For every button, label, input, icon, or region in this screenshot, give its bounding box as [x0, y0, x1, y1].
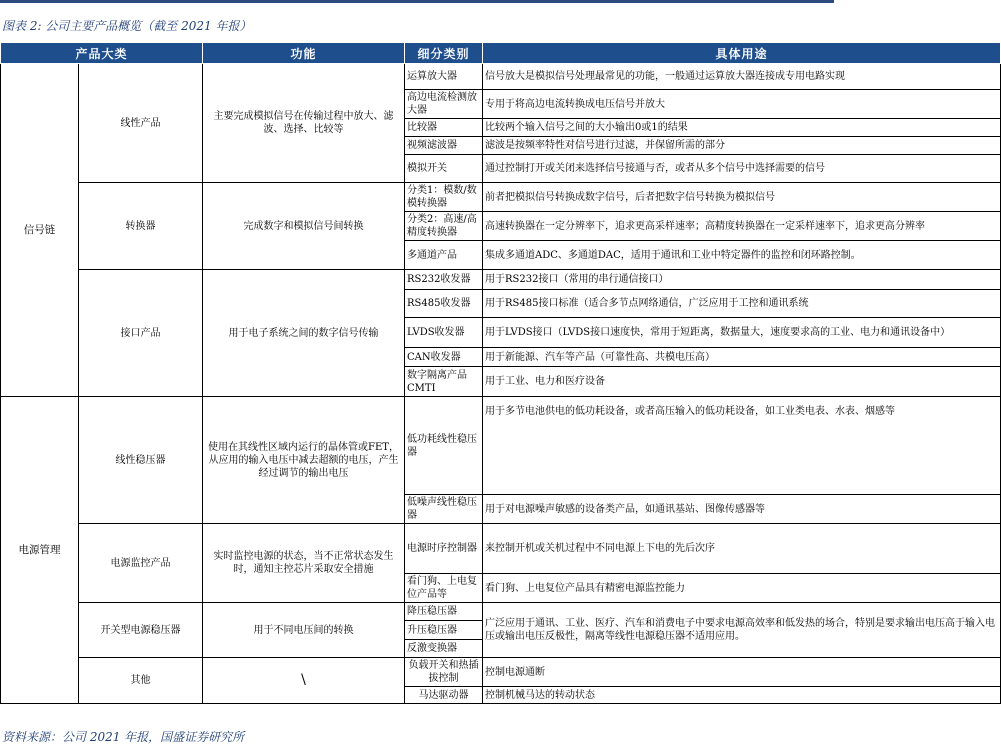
function-switching: 用于不同电压间的转换: [203, 603, 405, 658]
use-analog-switch: 通过控制打开或关闭来选择信号接通与否，或者从多个信号中选择需要的信号: [483, 155, 1001, 183]
figure-caption: 图表 2: 公司主要产品概览（截至 2021 年报）: [2, 19, 252, 33]
sub-op-amp: 运算放大器: [405, 64, 483, 90]
product-switching: 开关型电源稳压器: [79, 603, 203, 658]
table-row: [1, 658, 1001, 687]
sub-buck: 降压稳压器: [405, 603, 483, 621]
product-ldo: 线性稳压器: [79, 397, 203, 524]
table-row: [1, 397, 1001, 495]
function-converter: 完成数字和模拟信号间转换: [203, 183, 405, 270]
sub-load-switch: 负载开关和热插拔控制: [405, 658, 483, 687]
header-usage: 具体用途: [483, 43, 1001, 64]
sub-analog-switch: 模拟开关: [405, 155, 483, 183]
use-rs485: 用于RS485接口标准（适合多节点网络通信，广泛应用于工控和通讯系统: [483, 290, 1001, 318]
product-monitor: 电源监控产品: [79, 524, 203, 603]
sub-low-power-ldo: 低功耗线性稳压器: [405, 397, 483, 495]
use-adc-dac: 前者把模拟信号转换成数字信号，后者把数字信号转换为模拟信号: [483, 183, 1001, 212]
category-power: 电源管理: [1, 397, 79, 704]
use-sequencer: 来控制开机或关机过程中不同电源上下电的先后次序: [483, 524, 1001, 574]
sub-motor-driver: 马达驱动器: [405, 687, 483, 704]
use-watchdog: 看门狗、上电复位产品具有精密电源监控能力: [483, 574, 1001, 603]
use-current-sense: 专用于将高边电流转换成电压信号并放大: [483, 90, 1001, 119]
table-row: [1, 64, 1001, 90]
use-lvds: 用于LVDS接口（LVDS接口速度快，常用于短距离，数据量大，速度要求高的工业、电力和通讯设备中）: [483, 318, 1001, 348]
table-row: [1, 524, 1001, 574]
sub-low-noise-ldo: 低噪声线性稳压器: [405, 495, 483, 524]
sub-boost: 升压稳压器: [405, 621, 483, 640]
table-row: [1, 603, 1001, 621]
table-header-row: [1, 43, 1001, 64]
sub-rs232: RS232收发器: [405, 270, 483, 290]
sub-flyback: 反激变换器: [405, 640, 483, 658]
use-video-filter: 滤波是按频率特性对信号进行过滤，并保留所需的部分: [483, 137, 1001, 155]
use-switching: 广泛应用于通讯、工业、医疗、汽车和消费电子中要求电源高效率和低发热的场合，特别是要求输出电压高于输入电压或输出电压反极性，隔离等线性电源稳压器不适用应用。: [483, 603, 1001, 658]
use-motor-driver: 控制机械马达的转动状态: [483, 687, 1001, 704]
product-other: 其他: [79, 658, 203, 704]
sub-current-sense: 高边电流检测放大器: [405, 90, 483, 119]
header-function: 功能: [203, 43, 405, 64]
use-low-noise-ldo: 用于对电源噪声敏感的设备类产品，如通讯基站、图像传感器等: [483, 495, 1001, 524]
function-other: \: [203, 658, 405, 704]
function-monitor: 实时监控电源的状态，当不正常状态发生时，通知主控芯片采取安全措施: [203, 524, 405, 603]
use-load-switch: 控制电源通断: [483, 658, 1001, 687]
sub-highspeed: 分类2：高速/高精度转换器: [405, 212, 483, 241]
use-rs232: 用于RS232接口（常用的串行通信接口）: [483, 270, 1001, 290]
sub-isolator: 数字隔离产品CMTI: [405, 367, 483, 397]
table-row: [1, 183, 1001, 212]
use-low-power-ldo: 用于多节电池供电的低功耗设备，或者高压输入的低功耗设备，如工业类电表、水表、烟感等: [483, 397, 1001, 495]
use-highspeed: 高速转换器在一定分辨率下，追求更高采样速率；高精度转换器在一定采样速率下，追求更高分辨率: [483, 212, 1001, 241]
use-comparator: 比较两个输入信号之间的大小输出0或1的结果: [483, 119, 1001, 137]
product-converter: 转换器: [79, 183, 203, 270]
category-signal-chain: 信号链: [1, 64, 79, 397]
product-overview-table: [0, 42, 1001, 704]
source-note: 资料来源：公司 2021 年报，国盛证券研究所: [2, 730, 245, 744]
function-interface: 用于电子系统之间的数字信号传输: [203, 270, 405, 397]
top-rule: [0, 0, 834, 3]
sub-lvds: LVDS收发器: [405, 318, 483, 348]
use-op-amp: 信号放大是模拟信号处理最常见的功能，一般通过运算放大器连接成专用电路实现: [483, 64, 1001, 90]
product-linear: 线性产品: [79, 64, 203, 183]
sub-can: CAN收发器: [405, 348, 483, 367]
product-interface: 接口产品: [79, 270, 203, 397]
product-table-wrapper: [0, 42, 996, 726]
sub-multichannel: 多通道产品: [405, 241, 483, 270]
sub-video-filter: 视频滤波器: [405, 137, 483, 155]
header-subcategory: 细分类别: [405, 43, 483, 64]
use-isolator: 用于工业、电力和医疗设备: [483, 367, 1001, 397]
sub-adc-dac: 分类1：模数/数模转换器: [405, 183, 483, 212]
sub-comparator: 比较器: [405, 119, 483, 137]
sub-watchdog: 看门狗、上电复位产品等: [405, 574, 483, 603]
header-category: 产品大类: [1, 43, 203, 64]
function-linear: 主要完成模拟信号在传输过程中放大、滤波、选择、比较等: [203, 64, 405, 183]
use-can: 用于新能源、汽车等产品（可靠性高、共模电压高）: [483, 348, 1001, 367]
table-row: [1, 270, 1001, 290]
use-multichannel: 集成多通道ADC、多通道DAC，适用于通讯和工业中特定器件的监控和闭环路控制。: [483, 241, 1001, 270]
sub-sequencer: 电源时序控制器: [405, 524, 483, 574]
sub-rs485: RS485收发器: [405, 290, 483, 318]
function-ldo: 使用在其线性区域内运行的晶体管或FET，从应用的输入电压中减去超额的电压，产生经过调节的输出电压: [203, 397, 405, 524]
